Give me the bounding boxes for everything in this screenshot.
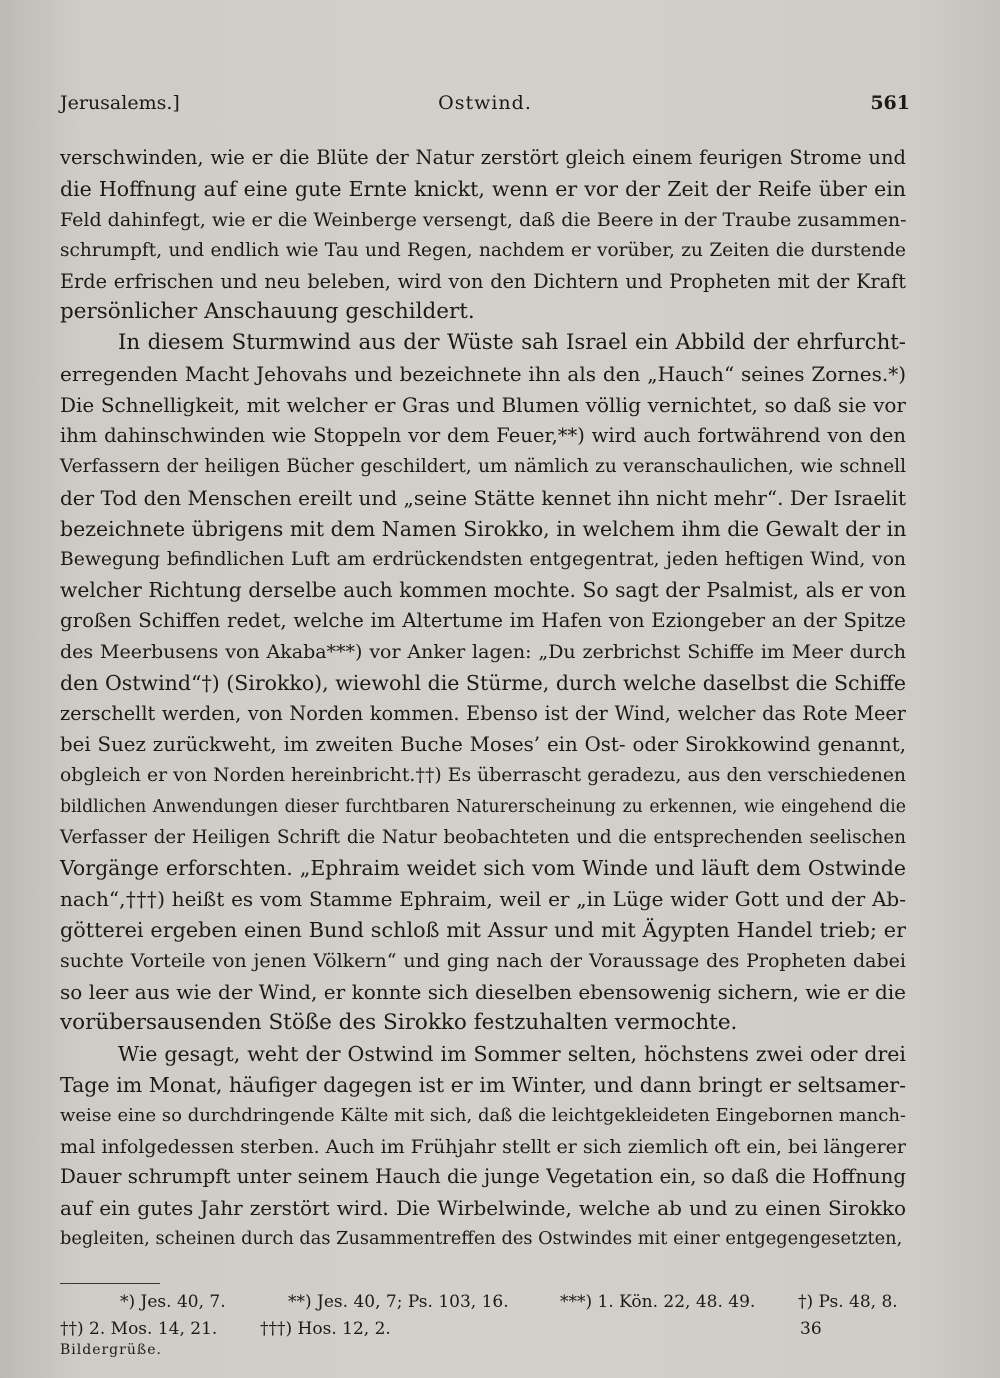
text-line: persönlicher Anschauung geschildert. — [60, 299, 475, 325]
text-line: Erde erfrischen und neu beleben, wird von den Dichtern und Propheten mit der Kraft — [60, 269, 906, 293]
text-line: erregenden Macht Jehovahs und bezeichnete ihn als den „Hauch“ seines Zornes.*) — [60, 362, 906, 387]
running-header — [60, 92, 910, 122]
footnote-4: †) Ps. 48, 8. — [798, 1292, 898, 1312]
text-line: ihm dahinschwinden wie Stoppeln vor dem Feuer,**) wird auch fortwährend von den — [60, 424, 906, 448]
text-line: Bewegung befindlichen Luft am erdrückendsten entgegentrat, jeden heftigen Wind, von — [60, 548, 906, 570]
text-line: götterei ergeben einen Bund schloß mit Assur und mit Ägypten Handel trieb; er — [60, 918, 906, 943]
text-line: zerschellt werden, von Norden kommen. Ebenso ist der Wind, welcher das Rote Meer — [60, 702, 906, 726]
footnote-row-2 — [60, 1319, 906, 1345]
footnote-divider — [60, 1283, 160, 1284]
text-line: des Meerbusens von Akaba***) vor Anker lagen: „Du zerbrichst Schiffe im Meer durch — [60, 641, 906, 664]
text-line: Verfassern der heiligen Bücher geschildert, um nämlich zu veranschaulichen, wie schnell — [60, 455, 906, 477]
text-line: Wie gesagt, weht der Ostwind im Sommer selten, höchstens zwei oder drei — [118, 1041, 906, 1066]
sheet-number: 36 — [800, 1319, 822, 1339]
header-chapter-title: Ostwind. — [438, 92, 532, 114]
text-line: In diesem Sturmwind aus der Wüste sah Israel ein Abbild der ehrfurcht- — [118, 330, 906, 356]
text-line: großen Schiffen redet, welche im Altertume im Hafen von Eziongeber an der Spitze — [60, 609, 906, 633]
text-line: bildlichen Anwendungen dieser furchtbaren Naturerscheinung zu erkennen, wie eingehend die — [60, 796, 906, 817]
text-line: Feld dahinfegt, wie er die Weinberge versengt, daß die Beere in der Traube zusammen- — [60, 208, 907, 231]
text-line: Vorgänge erforschten. „Ephraim weidet sich vom Winde und läuft dem Ostwinde — [60, 856, 906, 881]
printer-signature: Bildergrüße. — [60, 1342, 162, 1358]
footnote-row-1 — [60, 1292, 906, 1318]
text-line: Tage im Monat, häufiger dagegen ist er im Winter, und dann bringt er seltsamer- — [60, 1072, 906, 1097]
text-line: bei Suez zurückweht, im zweiten Buche Moses’ ein Ost- oder Sirokkowind genannt, — [60, 732, 906, 756]
text-line: so leer aus wie der Wind, er konnte sich dieselben ebensowenig sichern, wie er die — [60, 980, 906, 1005]
text-line: den Ostwind“†) (Sirokko), wiewohl die Stürme, durch welche daselbst die Schiffe — [60, 671, 906, 696]
text-line: vorübersausenden Stöße des Sirokko festzuhalten vermochte. — [60, 1009, 738, 1035]
header-section-title: Jerusalems.] — [60, 92, 180, 114]
text-line: bezeichnete übrigens mit dem Namen Sirokko, in welchem ihm die Gewalt der in — [60, 516, 907, 541]
text-line: die Hoffnung auf eine gute Ernte knickt, wenn er vor der Zeit der Reife über ein — [60, 176, 906, 201]
footnote-3: ***) 1. Kön. 22, 48. 49. — [560, 1292, 756, 1312]
text-line: Verfasser der Heiligen Schrift die Natur beobachteten und die entsprechenden seelischen — [60, 826, 906, 848]
text-line: auf ein gutes Jahr zerstört wird. Die Wirbelwinde, welche ab und zu einen Sirokko — [60, 1196, 906, 1221]
text-line: weise eine so durchdringende Kälte mit sich, daß die leichtgekleideten Eingebornen manch- — [60, 1104, 906, 1126]
footnote-5: ††) 2. Mos. 14, 21. — [60, 1319, 218, 1339]
text-line: Dauer schrumpft unter seinem Hauch die junge Vegetation ein, so daß die Hoffnung — [60, 1165, 906, 1189]
main-text — [60, 143, 906, 1255]
text-line: schrumpft, und endlich wie Tau und Regen, nachdem er vorüber, zu Zeiten die durstende — [60, 239, 906, 261]
text-line: welcher Richtung derselbe auch kommen mochte. So sagt der Psalmist, als er von — [60, 578, 906, 603]
text-line: suchte Vorteile von jenen Völkern“ und ging nach der Voraussage des Propheten dabei — [60, 950, 906, 973]
footnote-2: **) Jes. 40, 7; Ps. 103, 16. — [288, 1292, 509, 1312]
text-line: Die Schnelligkeit, mit welcher er Gras und Blumen völlig vernichtet, so daß sie vor — [60, 393, 906, 418]
text-line: obgleich er von Norden hereinbricht.††) Es überrascht geradezu, aus den verschiedenen — [60, 764, 906, 786]
text-line: nach“,†††) heißt es vom Stamme Ephraim, weil er „in Lüge wider Gott und der Ab- — [60, 887, 906, 912]
text-line: der Tod den Menschen ereilt und „seine Stätte kennet ihn nicht mehr“. Der Israelit — [60, 485, 906, 510]
page-number: 561 — [870, 92, 910, 114]
footnote-6: †††) Hos. 12, 2. — [260, 1319, 391, 1339]
text-line: mal infolgedessen sterben. Auch im Frühjahr stellt er sich ziemlich oft ein, bei längerer — [60, 1135, 906, 1158]
footnote-1: *) Jes. 40, 7. — [120, 1292, 226, 1312]
text-line: verschwinden, wie er die Blüte der Natur zerstört gleich einem feurigen Strome und — [60, 146, 906, 169]
text-line: begleiten, scheinen durch das Zusammentreffen des Ostwindes mit einer entgegengesetzten, — [60, 1229, 903, 1250]
